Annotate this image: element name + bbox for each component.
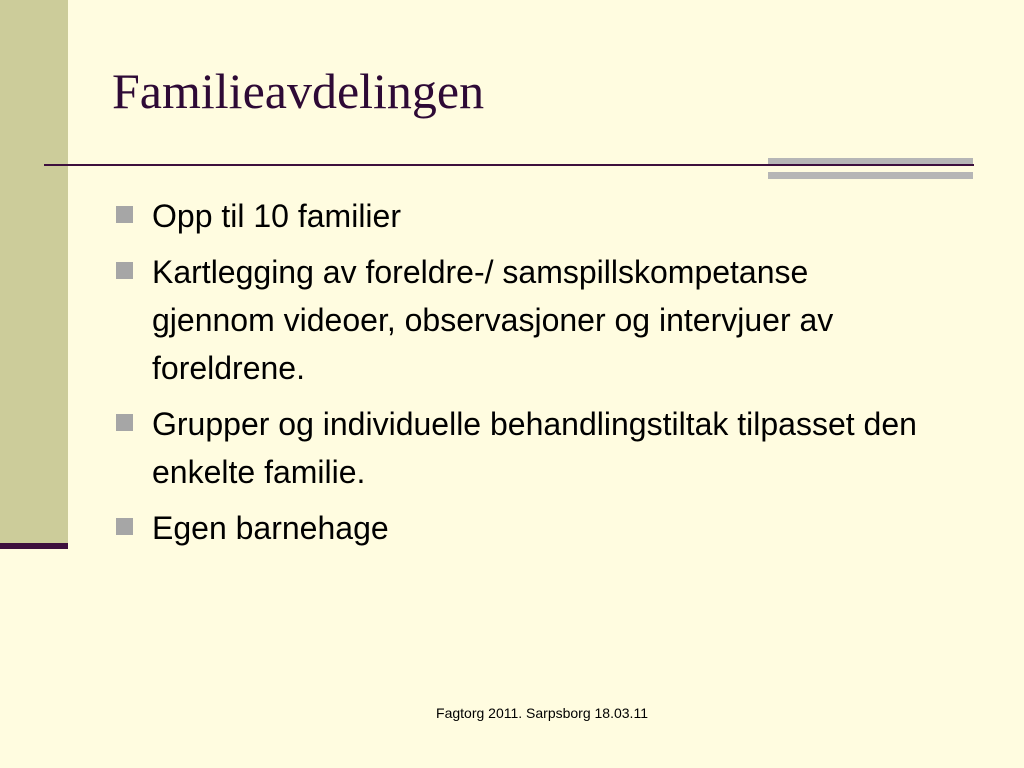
square-bullet-icon <box>116 518 133 535</box>
left-band-accent-line <box>0 543 68 549</box>
left-decorative-band <box>0 0 68 545</box>
square-bullet-icon <box>116 414 133 431</box>
slide-footer: Fagtorg 2011. Sarpsborg 18.03.11 <box>436 705 648 721</box>
bullet-item <box>114 248 934 392</box>
bullet-text: Kartlegging av foreldre-/ samspillskompetanse gjennom videoer, observasjoner og intervjuer av foreldrene. <box>152 254 834 386</box>
bullet-text: Opp til 10 familier <box>152 198 401 234</box>
slide-title: Familieavdelingen <box>112 63 485 119</box>
bullet-item <box>114 400 934 496</box>
square-bullet-icon <box>116 262 133 279</box>
square-bullet-icon <box>116 206 133 223</box>
decorative-gray-bars <box>768 158 973 179</box>
gray-bar-bottom <box>768 172 973 179</box>
gray-bar-top <box>768 158 973 164</box>
bullet-item <box>114 504 934 552</box>
bullet-item <box>114 192 934 240</box>
bullet-list <box>114 192 934 560</box>
bullet-text: Grupper og individuelle behandlingstiltak tilpasset den enkelte familie. <box>152 406 917 490</box>
bullet-text: Egen barnehage <box>152 510 389 546</box>
